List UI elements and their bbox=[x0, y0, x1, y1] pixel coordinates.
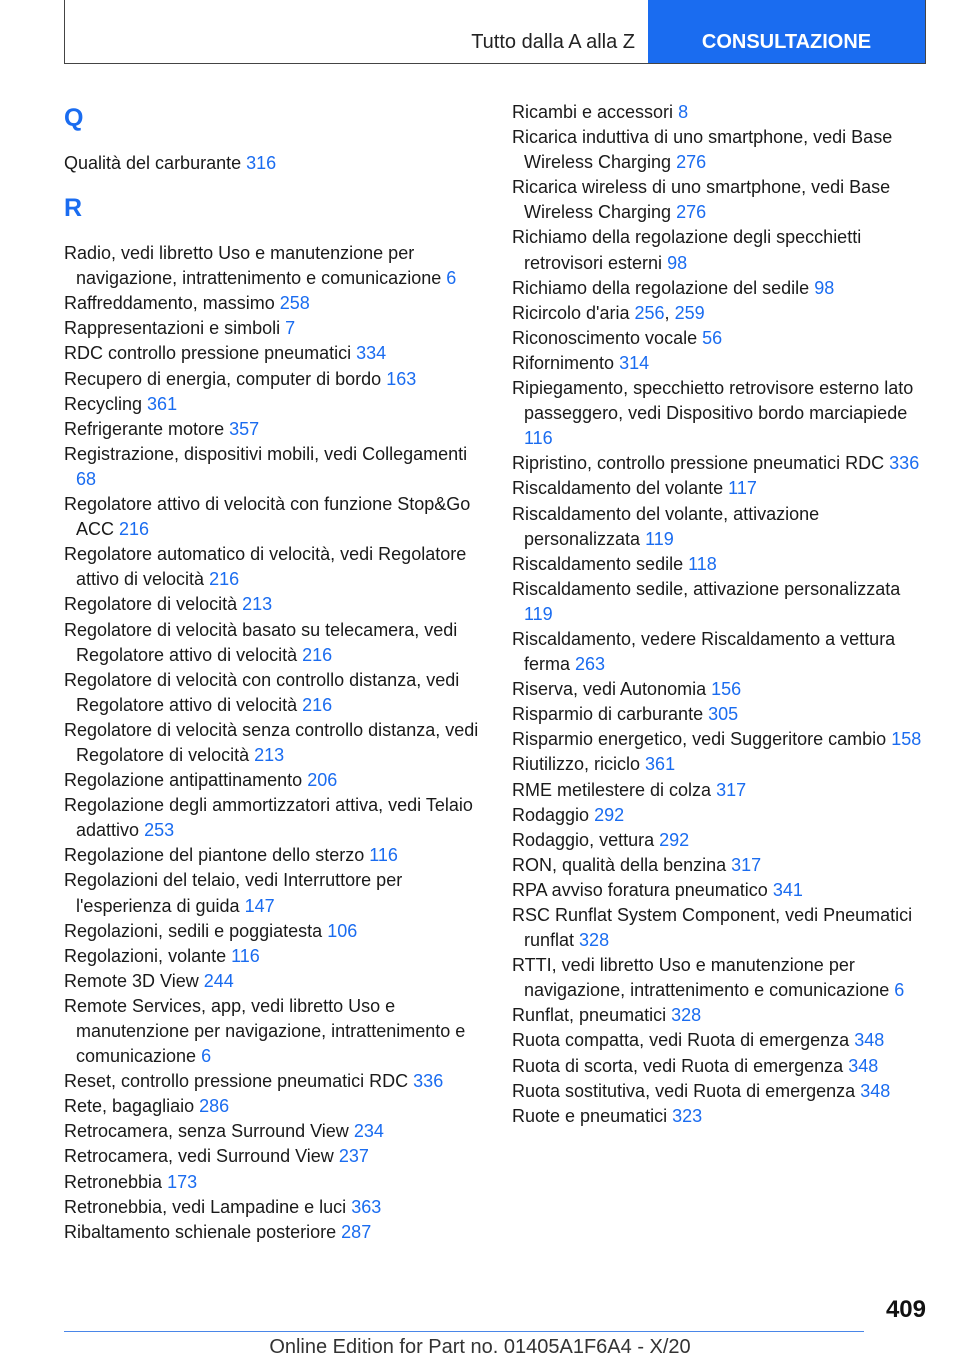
page-link[interactable]: 147 bbox=[244, 895, 275, 916]
index-entry bbox=[64, 843, 480, 868]
page-link[interactable]: 216 bbox=[302, 644, 333, 665]
header-chapter-tab: CONSULTAZIONE bbox=[648, 0, 925, 63]
index-entry bbox=[512, 351, 926, 376]
index-entry: Ricircolo d'aria 256, 259 bbox=[512, 302, 705, 323]
index-entry bbox=[512, 125, 926, 175]
header-section-title: Tutto dalla A alla Z bbox=[471, 31, 635, 53]
page-link[interactable]: 341 bbox=[772, 879, 803, 900]
index-entry bbox=[512, 727, 926, 752]
page-link[interactable]: 334 bbox=[356, 343, 387, 364]
index-entry bbox=[64, 392, 480, 417]
index-entry-text: Reset, controllo pressione pneumatici RDC bbox=[64, 1071, 409, 1092]
index-entry bbox=[64, 668, 480, 718]
index-entry bbox=[64, 618, 480, 668]
page-link[interactable]: 286 bbox=[199, 1096, 230, 1117]
page-link[interactable]: 117 bbox=[728, 478, 757, 499]
index-entry-text: Ricircolo d'aria bbox=[512, 302, 630, 323]
page-link[interactable]: 276 bbox=[676, 152, 707, 173]
page-link[interactable]: 258 bbox=[279, 293, 310, 314]
page-link[interactable]: 317 bbox=[716, 779, 747, 800]
index-entry bbox=[64, 151, 480, 176]
index-entry-text: Rifornimento bbox=[512, 352, 615, 373]
page-link[interactable]: 328 bbox=[671, 1005, 702, 1026]
index-entry bbox=[512, 752, 926, 777]
page-link[interactable]: 234 bbox=[353, 1121, 384, 1142]
index-entry bbox=[512, 502, 926, 552]
index-entry bbox=[64, 1069, 480, 1094]
index-entry-text: RDC controllo pressione pneumatici bbox=[64, 343, 352, 364]
index-entry-text: Regolazione antipattinamento bbox=[64, 770, 303, 791]
page-link[interactable]: 323 bbox=[672, 1105, 703, 1126]
page-number: 409 bbox=[885, 1296, 926, 1323]
index-entry bbox=[512, 1054, 926, 1079]
index-entry-text: Riscaldamento del volante, attivazione personalizzata bbox=[512, 503, 820, 549]
index-entry bbox=[512, 627, 926, 677]
page-link[interactable]: 276 bbox=[676, 202, 707, 223]
page-link[interactable]: 156 bbox=[711, 679, 742, 700]
page-link[interactable]: 116 bbox=[369, 845, 398, 866]
index-entry bbox=[512, 552, 926, 577]
index-entry-text: Richiamo della regolazione del sedile bbox=[512, 277, 810, 298]
index-entry bbox=[64, 944, 480, 969]
index-entry-text: Recycling bbox=[64, 393, 143, 414]
index-entry bbox=[512, 677, 926, 702]
index-entry-text: Risparmio di carburante bbox=[512, 704, 704, 725]
index-entry-text: Radio, vedi libretto Uso e manutenzione per navigazione, intrattenimento e comunicazione bbox=[64, 243, 442, 289]
index-entry-text: Retrocamera, senza Surround View bbox=[64, 1121, 349, 1142]
index-entry-text: Riscaldamento sedile, attivazione personalizzata bbox=[512, 578, 901, 599]
index-entry-text: Retronebbia bbox=[64, 1171, 163, 1192]
footer-divider bbox=[64, 1331, 864, 1332]
page-link[interactable]: 213 bbox=[254, 744, 285, 765]
index-entry-text: Riscaldamento sedile bbox=[512, 553, 684, 574]
index-entry-text: Regolatore di velocità bbox=[64, 594, 238, 615]
index-entry bbox=[64, 994, 480, 1069]
page-link[interactable]: 6 bbox=[201, 1046, 212, 1067]
index-entry bbox=[512, 1079, 926, 1104]
page-link[interactable]: 259 bbox=[674, 302, 705, 323]
page-link[interactable]: 357 bbox=[229, 418, 260, 439]
index-entry-text: Ruota compatta, vedi Ruota di emergenza bbox=[512, 1030, 850, 1051]
index-entry bbox=[512, 326, 926, 351]
page-link[interactable]: 292 bbox=[594, 804, 625, 825]
page-link[interactable]: 256 bbox=[634, 302, 665, 323]
index-entry bbox=[512, 276, 926, 301]
page-link[interactable]: 316 bbox=[246, 153, 277, 173]
index-entry-text: Ricarica induttiva di uno smartphone, vedi Base Wireless Charging bbox=[512, 127, 893, 173]
index-entry-text: Registrazione, dispositivi mobili, vedi Collegamenti bbox=[64, 443, 468, 464]
index-entry bbox=[64, 341, 480, 366]
index-entry-text: Runflat, pneumatici bbox=[512, 1005, 667, 1026]
page-link[interactable]: 216 bbox=[209, 569, 240, 590]
index-entry bbox=[64, 316, 480, 341]
page-link[interactable]: 348 bbox=[860, 1080, 891, 1101]
page-link[interactable]: 363 bbox=[351, 1196, 382, 1217]
index-entry bbox=[64, 868, 480, 918]
index-entry-text: Ruota di scorta, vedi Ruota di emergenza bbox=[512, 1055, 844, 1076]
index-entry bbox=[512, 853, 926, 878]
index-entry bbox=[64, 592, 480, 617]
page-link[interactable]: 119 bbox=[524, 603, 553, 624]
index-entry-text: Recupero di energia, computer di bordo bbox=[64, 368, 382, 389]
index-entry bbox=[64, 241, 480, 291]
index-entry-text: Richiamo della regolazione degli specchietti retrovisori esterni bbox=[512, 227, 862, 273]
index-entry-text: Regolazioni, volante bbox=[64, 945, 227, 966]
page-link[interactable]: 287 bbox=[341, 1221, 372, 1242]
page-link[interactable]: 118 bbox=[688, 553, 717, 574]
index-entry-text: Ricarica wireless di uno smartphone, vedi Base Wireless Charging bbox=[512, 177, 891, 223]
page-link[interactable]: 237 bbox=[338, 1146, 369, 1167]
index-entry bbox=[64, 1195, 480, 1220]
index-entry-text: Rete, bagagliaio bbox=[64, 1096, 195, 1117]
index-entry bbox=[512, 878, 926, 903]
page-link[interactable]: 348 bbox=[854, 1030, 885, 1051]
index-entry-text: Risparmio energetico, vedi Suggeritore cambio bbox=[512, 729, 887, 750]
index-entry-text: Retrocamera, vedi Surround View bbox=[64, 1146, 334, 1167]
page-link[interactable]: 7 bbox=[285, 318, 296, 339]
index-entry bbox=[64, 291, 480, 316]
index-entry-text: Ribaltamento schienale posteriore bbox=[64, 1221, 337, 1242]
page-header bbox=[64, 0, 926, 64]
index-entry-text: Rappresentazioni e simboli bbox=[64, 318, 281, 339]
page-link[interactable]: 244 bbox=[203, 970, 234, 991]
index-entry-text: Remote Services, app, vedi libretto Uso e manutenzione per navigazione, intrattenimento e comunicazione bbox=[64, 995, 466, 1067]
page-link[interactable]: 8 bbox=[678, 102, 689, 122]
index-entry-text: RME metilestere di colza bbox=[512, 779, 712, 800]
page-link[interactable]: 361 bbox=[147, 393, 178, 414]
index-column-left bbox=[64, 100, 480, 1245]
index-entry-text: Rodaggio, vettura bbox=[512, 829, 655, 850]
footer-edition: Online Edition for Part no. 01405A1F6A4 - X/20 bbox=[269, 1336, 691, 1358]
index-entry-text: RSC Runflat System Component, vedi Pneumatici runflat bbox=[512, 905, 913, 951]
page-link[interactable]: 119 bbox=[645, 528, 674, 549]
index-entry-text: Ripristino, controllo pressione pneumatici RDC bbox=[512, 453, 885, 474]
page-link[interactable]: 158 bbox=[891, 729, 922, 750]
index-entry bbox=[512, 803, 926, 828]
page-link[interactable]: 305 bbox=[708, 704, 739, 725]
index-entry-text: Ruota sostitutiva, vedi Ruota di emergenza bbox=[512, 1080, 856, 1101]
page-link[interactable]: 348 bbox=[848, 1055, 879, 1076]
index-entry-text: Regolazioni del telaio, vedi Interruttore per l'esperienza di guida bbox=[64, 870, 403, 916]
index-entry bbox=[512, 702, 926, 727]
page-link[interactable]: 56 bbox=[702, 327, 723, 348]
page-link[interactable]: 292 bbox=[659, 829, 690, 850]
index-column-right bbox=[512, 100, 926, 1129]
index-entry-text: Riutilizzo, riciclo bbox=[512, 754, 641, 775]
page-link[interactable]: 116 bbox=[524, 428, 553, 449]
index-entry bbox=[512, 1003, 926, 1028]
index-entry bbox=[64, 442, 480, 492]
index-entry bbox=[512, 953, 926, 1003]
index-entry bbox=[512, 476, 926, 501]
page-link[interactable]: 314 bbox=[619, 352, 650, 373]
page-link[interactable]: 163 bbox=[386, 368, 417, 389]
index-entry bbox=[64, 793, 480, 843]
page-link[interactable]: 216 bbox=[302, 694, 333, 715]
page-link[interactable]: 317 bbox=[731, 854, 762, 875]
index-entry bbox=[64, 919, 480, 944]
page-link[interactable]: 253 bbox=[144, 820, 175, 841]
page-link[interactable]: 98 bbox=[667, 252, 688, 273]
index-entry bbox=[512, 376, 926, 451]
index-entry bbox=[64, 1170, 480, 1195]
index-entry-text: Riscaldamento del volante bbox=[512, 478, 724, 499]
index-entry-text: RON, qualità della benzina bbox=[512, 854, 727, 875]
index-entry-text: Ricambi e accessori bbox=[512, 102, 674, 122]
section-letter: R bbox=[64, 194, 83, 223]
page-link[interactable]: 6 bbox=[446, 268, 457, 289]
index-entry-text: Regolazione del piantone dello sterzo bbox=[64, 845, 365, 866]
index-entry-text: Qualità del carburante bbox=[64, 153, 242, 173]
index-entry bbox=[512, 577, 926, 627]
index-entry bbox=[512, 175, 926, 225]
index-entry-text: Raffreddamento, massimo bbox=[64, 293, 275, 314]
index-entry-text: RPA avviso foratura pneumatico bbox=[512, 879, 768, 900]
index-entry bbox=[512, 828, 926, 853]
page-link[interactable]: 263 bbox=[575, 654, 606, 675]
index-entry bbox=[64, 367, 480, 392]
index-entry bbox=[512, 225, 926, 275]
index-entry-text: Riserva, vedi Autonomia bbox=[512, 679, 707, 700]
index-entry-text: Refrigerante motore bbox=[64, 418, 225, 439]
index-entry bbox=[64, 969, 480, 994]
index-entry-text: Regolatore di velocità basato su telecamera, vedi Regolatore attivo di velocità bbox=[64, 619, 458, 665]
index-entry-text: Remote 3D View bbox=[64, 970, 199, 991]
index-entry-text: Regolatore automatico di velocità, vedi Regolatore attivo di velocità bbox=[64, 544, 467, 590]
page-link[interactable]: 6 bbox=[894, 980, 905, 1001]
index-entry bbox=[512, 778, 926, 803]
index-entry-text: RTTI, vedi libretto Uso e manutenzione per navigazione, intrattenimento e comunicazione bbox=[512, 955, 890, 1001]
index-entry bbox=[64, 492, 480, 542]
index-entry-text: Ripiegamento, specchietto retrovisore esterno lato passeggero, vedi Dispositivo bordo marciapiede bbox=[512, 378, 914, 424]
page-link[interactable]: 68 bbox=[76, 468, 97, 489]
page-link[interactable]: 328 bbox=[579, 930, 610, 951]
page-link[interactable]: 213 bbox=[242, 594, 273, 615]
index-entry bbox=[512, 1104, 926, 1129]
page-link[interactable]: 336 bbox=[889, 453, 920, 474]
index-entry-text: Regolazioni, sedili e poggiatesta bbox=[64, 920, 323, 941]
index-entry bbox=[64, 768, 480, 793]
page-link[interactable]: 361 bbox=[645, 754, 676, 775]
index-entry bbox=[64, 1119, 480, 1144]
index-entry bbox=[64, 1144, 480, 1169]
page-link[interactable]: 206 bbox=[307, 770, 338, 791]
index-entry bbox=[64, 542, 480, 592]
page-link[interactable]: 173 bbox=[167, 1171, 198, 1192]
page-link[interactable]: 216 bbox=[119, 519, 150, 540]
index-entry bbox=[64, 718, 480, 768]
page-link[interactable]: 106 bbox=[327, 920, 358, 941]
index-entry bbox=[512, 903, 926, 953]
index-entry bbox=[64, 1220, 480, 1245]
index-entry-text: Regolatore di velocità con controllo distanza, vedi Regolatore attivo di velocità bbox=[64, 669, 460, 715]
index-entry-text: Riscaldamento, vedere Riscaldamento a vettura ferma bbox=[512, 628, 896, 675]
index-entry-text: Regolazione degli ammortizzatori attiva, vedi Telaio adattivo bbox=[64, 795, 473, 841]
index-entry bbox=[512, 1028, 926, 1053]
page-link[interactable]: 116 bbox=[231, 945, 260, 966]
index-entry-text: Retronebbia, vedi Lampadine e luci bbox=[64, 1196, 347, 1217]
index-entry bbox=[512, 100, 926, 125]
index-entry-text: Regolatore attivo di velocità con funzione Stop&Go ACC bbox=[64, 494, 471, 540]
index-entry bbox=[64, 417, 480, 442]
index-entry bbox=[64, 1094, 480, 1119]
index-entry-text: Riconoscimento vocale bbox=[512, 327, 698, 348]
section-letter: Q bbox=[64, 104, 84, 132]
index-entry-text: Regolatore di velocità senza controllo distanza, vedi Regolatore di velocità bbox=[64, 719, 479, 765]
page-link[interactable]: 98 bbox=[814, 277, 835, 298]
index-entry-text: Rodaggio bbox=[512, 804, 590, 825]
page-link[interactable]: 336 bbox=[413, 1071, 444, 1092]
index-entry-text: Ruote e pneumatici bbox=[512, 1105, 668, 1126]
index-entry bbox=[512, 451, 926, 476]
